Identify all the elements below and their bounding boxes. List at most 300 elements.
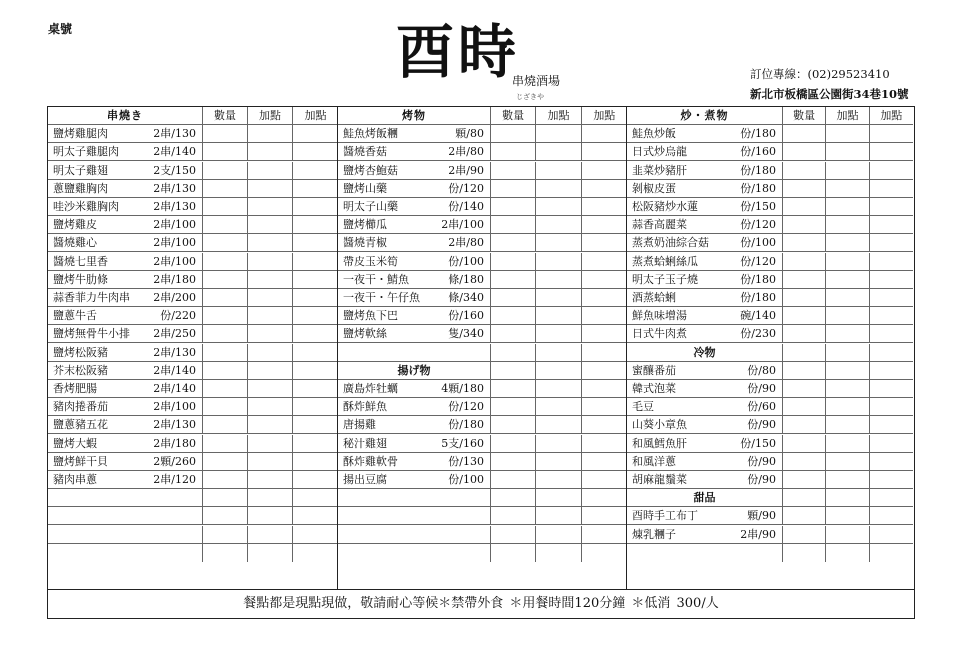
menu-item-row	[48, 344, 337, 362]
menu-item-row	[48, 325, 337, 343]
add2-cell[interactable]	[870, 471, 913, 489]
qty-cell[interactable]	[491, 271, 536, 289]
qty-cell[interactable]	[203, 216, 248, 234]
add2-cell[interactable]	[870, 544, 913, 562]
menu-item-row	[48, 398, 337, 416]
menu-item	[627, 162, 783, 180]
column-header-qty: 數量	[203, 107, 248, 125]
qty-cell[interactable]	[203, 471, 248, 489]
qty-cell[interactable]	[203, 398, 248, 416]
item-price: 份/120	[448, 400, 484, 414]
item-name: 鹽烤牛肋條	[53, 272, 108, 286]
add1-cell[interactable]	[536, 489, 581, 507]
add1-cell[interactable]	[248, 216, 293, 234]
qty-cell[interactable]	[783, 325, 826, 343]
column-header-add2: 加點	[593, 109, 616, 122]
add2-cell[interactable]	[293, 307, 338, 325]
add2-cell[interactable]	[582, 544, 627, 562]
add2-cell[interactable]	[870, 180, 913, 198]
add1-cell[interactable]	[248, 307, 293, 325]
item-name: 醬燒香菇	[343, 145, 387, 159]
qty-cell[interactable]	[783, 471, 826, 489]
add2-cell[interactable]	[293, 216, 338, 234]
add2-cell[interactable]	[582, 380, 627, 398]
item-price: 2串/120	[153, 473, 196, 486]
add1-cell[interactable]	[826, 125, 869, 143]
add2-cell[interactable]	[293, 162, 338, 180]
qty-cell[interactable]	[491, 489, 536, 507]
add1-cell[interactable]	[248, 544, 293, 562]
add2-cell[interactable]	[293, 507, 338, 525]
add2-cell[interactable]	[582, 234, 627, 252]
menu-item-row	[48, 271, 337, 289]
add2-cell[interactable]	[870, 526, 913, 544]
item-price: 2支/150	[153, 163, 196, 177]
add2-cell[interactable]	[293, 198, 338, 216]
add1-cell[interactable]	[826, 234, 869, 252]
menu-item	[338, 253, 491, 271]
qty-cell[interactable]	[783, 234, 826, 252]
item-price: 2串/200	[153, 291, 196, 304]
add1-cell[interactable]	[536, 307, 581, 325]
menu-item	[627, 271, 783, 289]
add1-cell[interactable]	[536, 198, 581, 216]
add2-cell[interactable]	[582, 162, 627, 180]
add1-cell[interactable]	[826, 216, 869, 234]
add2-cell[interactable]	[293, 234, 338, 252]
add1-cell[interactable]	[248, 398, 293, 416]
add1-cell[interactable]	[248, 143, 293, 161]
item-name: 明太子雞翅	[53, 163, 108, 177]
add2-cell[interactable]	[582, 143, 627, 161]
qty-cell[interactable]	[491, 416, 536, 434]
add1-cell[interactable]	[248, 271, 293, 289]
qty-cell[interactable]	[203, 416, 248, 434]
table-number-label: 桌號	[48, 22, 73, 36]
add1-cell[interactable]	[826, 380, 869, 398]
add2-cell[interactable]	[293, 253, 338, 271]
menu-item-row	[338, 271, 626, 289]
add2-cell[interactable]	[870, 253, 913, 271]
item-name: 鹽烤魚下巴	[343, 309, 398, 323]
add2-cell[interactable]	[293, 526, 338, 544]
qty-cell[interactable]	[203, 234, 248, 252]
add1-cell[interactable]	[536, 416, 581, 434]
add1-cell[interactable]	[826, 289, 869, 307]
add1-cell[interactable]	[248, 198, 293, 216]
qty-cell[interactable]	[203, 143, 248, 161]
add1-cell[interactable]	[536, 344, 581, 362]
item-price: 份/230	[740, 327, 776, 341]
qty-cell[interactable]	[203, 198, 248, 216]
menu-item	[338, 435, 491, 453]
add1-cell[interactable]	[826, 471, 869, 489]
menu-item-row	[627, 416, 913, 434]
qty-cell[interactable]	[203, 544, 248, 562]
item-name: 秘汁雞翅	[343, 436, 387, 450]
add2-cell[interactable]	[870, 453, 913, 471]
add1-cell[interactable]	[536, 471, 581, 489]
qty-cell[interactable]	[491, 125, 536, 143]
add2-cell[interactable]	[582, 398, 627, 416]
qty-cell[interactable]	[491, 398, 536, 416]
add1-cell[interactable]	[826, 544, 869, 562]
qty-cell[interactable]	[491, 307, 536, 325]
add1-cell[interactable]	[826, 526, 869, 544]
add2-cell[interactable]	[870, 362, 913, 380]
menu-item-row	[48, 471, 337, 489]
menu-item	[627, 234, 783, 252]
menu-item-row	[338, 526, 626, 544]
add1-cell[interactable]	[248, 489, 293, 507]
qty-cell[interactable]	[783, 507, 826, 525]
add2-cell[interactable]	[582, 253, 627, 271]
add2-cell[interactable]	[582, 526, 627, 544]
item-name: 酥炸鮮魚	[343, 400, 387, 414]
qty-cell[interactable]	[203, 180, 248, 198]
qty-cell[interactable]	[203, 526, 248, 544]
qty-cell[interactable]	[203, 453, 248, 471]
add2-cell[interactable]	[870, 325, 913, 343]
item-price: 份/100	[740, 236, 776, 250]
item-price: 條/180	[448, 272, 484, 286]
qty-cell[interactable]	[491, 380, 536, 398]
menu-item-row	[48, 544, 337, 562]
qty-cell[interactable]	[783, 289, 826, 307]
add1-cell[interactable]	[248, 234, 293, 252]
add2-cell[interactable]	[582, 471, 627, 489]
add2-cell[interactable]	[870, 380, 913, 398]
section-header-row	[627, 489, 913, 507]
add2-cell[interactable]	[293, 325, 338, 343]
add2-cell[interactable]	[582, 198, 627, 216]
qty-cell[interactable]	[203, 507, 248, 525]
add1-cell[interactable]	[826, 180, 869, 198]
menu-item	[627, 416, 783, 434]
add2-cell[interactable]	[582, 416, 627, 434]
menu-item	[627, 125, 783, 143]
add1-cell[interactable]	[248, 362, 293, 380]
add1-cell[interactable]	[248, 526, 293, 544]
category-header-row	[48, 107, 337, 125]
add2-cell[interactable]	[582, 307, 627, 325]
add1-cell[interactable]	[536, 507, 581, 525]
add2-cell[interactable]	[293, 289, 338, 307]
qty-cell[interactable]	[491, 325, 536, 343]
add1-cell[interactable]	[248, 180, 293, 198]
item-price: 份/120	[448, 181, 484, 195]
item-name: 鹽烤櫛瓜	[343, 218, 387, 232]
item-name: 酥炸雞軟骨	[343, 454, 398, 468]
add1-cell[interactable]	[248, 416, 293, 434]
add2-cell[interactable]	[293, 544, 338, 562]
qty-cell[interactable]	[491, 234, 536, 252]
add1-cell[interactable]	[826, 362, 869, 380]
menu-item-row	[338, 416, 626, 434]
qty-cell[interactable]	[203, 125, 248, 143]
item-price: 份/160	[740, 145, 776, 159]
qty-cell[interactable]	[783, 143, 826, 161]
add2-cell[interactable]	[293, 453, 338, 471]
add2-cell[interactable]	[870, 307, 913, 325]
add1-cell[interactable]	[536, 162, 581, 180]
menu-item-row	[48, 234, 337, 252]
qty-cell[interactable]	[783, 162, 826, 180]
qty-cell[interactable]	[491, 544, 536, 562]
add2-cell[interactable]	[870, 416, 913, 434]
add1-cell[interactable]	[536, 253, 581, 271]
qty-cell[interactable]	[203, 325, 248, 343]
add2-cell[interactable]	[582, 289, 627, 307]
item-name: 松阪豬炒水蓮	[632, 200, 698, 213]
menu-item	[48, 253, 203, 271]
item-name: 鹽蔥牛舌	[53, 309, 97, 323]
item-price: 2串/140	[153, 145, 196, 159]
reservation-phone: 訂位專線：(02)29523410	[750, 67, 890, 81]
add1-cell[interactable]	[248, 162, 293, 180]
add1-cell[interactable]	[536, 289, 581, 307]
item-price: 份/90	[747, 418, 776, 432]
qty-cell[interactable]	[491, 453, 536, 471]
add2-cell[interactable]	[293, 435, 338, 453]
qty-cell[interactable]	[203, 162, 248, 180]
logo-subtitle: 串燒酒場	[512, 74, 561, 88]
add2-cell[interactable]	[870, 143, 913, 161]
add2-cell[interactable]	[582, 180, 627, 198]
add1-cell[interactable]	[536, 453, 581, 471]
add2-cell[interactable]	[582, 453, 627, 471]
item-price: 份/180	[740, 127, 776, 141]
add2-cell[interactable]	[870, 125, 913, 143]
qty-cell[interactable]	[783, 180, 826, 198]
menu-item-row	[627, 307, 913, 325]
item-name: 煉乳糰子	[632, 527, 676, 541]
add1-cell[interactable]	[826, 253, 869, 271]
qty-cell[interactable]	[491, 180, 536, 198]
column-header-qty: 數量	[491, 107, 536, 125]
qty-cell[interactable]	[203, 489, 248, 507]
menu-item	[48, 526, 203, 544]
qty-cell[interactable]	[491, 198, 536, 216]
add1-cell[interactable]	[826, 198, 869, 216]
qty-cell[interactable]	[783, 526, 826, 544]
column-header-add2: 加點	[304, 109, 327, 122]
add1-cell[interactable]	[248, 380, 293, 398]
add2-cell[interactable]	[293, 471, 338, 489]
menu-item-row	[48, 162, 337, 180]
add1-cell[interactable]	[536, 143, 581, 161]
add1-cell[interactable]	[826, 271, 869, 289]
add1-cell[interactable]	[536, 271, 581, 289]
qty-cell[interactable]	[491, 253, 536, 271]
qty-cell[interactable]	[491, 344, 536, 362]
add1-cell[interactable]	[248, 253, 293, 271]
add2-cell[interactable]	[293, 180, 338, 198]
qty-cell[interactable]	[783, 198, 826, 216]
menu-item-row	[338, 544, 626, 562]
add2-cell[interactable]	[870, 198, 913, 216]
qty-cell[interactable]	[783, 435, 826, 453]
qty-cell[interactable]	[491, 435, 536, 453]
qty-cell[interactable]	[203, 253, 248, 271]
item-name: 醬燒七里香	[53, 254, 108, 268]
qty-cell[interactable]	[783, 380, 826, 398]
item-price: 份/90	[747, 454, 776, 468]
menu-item	[338, 453, 491, 471]
menu-item	[338, 398, 491, 416]
menu-item-row	[338, 489, 626, 507]
qty-cell[interactable]	[783, 271, 826, 289]
qty-cell[interactable]	[491, 289, 536, 307]
menu-item	[627, 453, 783, 471]
add1-cell[interactable]	[248, 125, 293, 143]
qty-cell[interactable]	[491, 216, 536, 234]
item-price: 份/180	[448, 418, 484, 432]
add2-cell[interactable]	[293, 125, 338, 143]
add1-cell[interactable]	[826, 416, 869, 434]
add1-cell[interactable]	[248, 344, 293, 362]
add2-cell[interactable]	[293, 271, 338, 289]
add2-cell[interactable]	[870, 216, 913, 234]
add1-cell[interactable]	[536, 325, 581, 343]
menu-item-row	[48, 489, 337, 507]
qty-cell[interactable]	[783, 398, 826, 416]
qty-cell[interactable]	[491, 526, 536, 544]
qty-cell[interactable]	[783, 307, 826, 325]
menu-item-row	[627, 234, 913, 252]
add2-cell[interactable]	[582, 344, 627, 362]
add1-cell[interactable]	[536, 125, 581, 143]
qty-cell[interactable]	[203, 380, 248, 398]
item-price: 2串/130	[153, 127, 196, 141]
menu-item	[627, 380, 783, 398]
column-header-add2: 加點	[880, 109, 903, 122]
category-title: 炒・煮物	[627, 107, 783, 125]
add1-cell[interactable]	[536, 234, 581, 252]
qty-cell[interactable]	[203, 307, 248, 325]
qty-cell[interactable]	[783, 544, 826, 562]
add1-cell[interactable]	[826, 325, 869, 343]
item-price: 份/150	[740, 436, 776, 450]
qty-cell[interactable]	[783, 253, 826, 271]
qty-cell	[491, 362, 536, 380]
item-price: 份/150	[740, 200, 776, 213]
item-name: 一夜干・午仔魚	[343, 291, 420, 304]
item-price: 2串/100	[153, 400, 196, 414]
menu-item-row	[338, 216, 626, 234]
qty-cell[interactable]	[491, 143, 536, 161]
qty-cell[interactable]	[783, 216, 826, 234]
qty-cell[interactable]	[203, 289, 248, 307]
qty-cell[interactable]	[203, 271, 248, 289]
add2-cell[interactable]	[870, 507, 913, 525]
item-name: 酒蒸蛤蜊	[632, 291, 676, 304]
add1-cell[interactable]	[248, 289, 293, 307]
qty-cell[interactable]	[203, 435, 248, 453]
category-title: 烤物	[338, 107, 491, 125]
add1-cell[interactable]	[536, 216, 581, 234]
add1-cell[interactable]	[826, 307, 869, 325]
qty-cell[interactable]	[491, 507, 536, 525]
add1-cell[interactable]	[248, 471, 293, 489]
add2-cell[interactable]	[582, 435, 627, 453]
add2-cell[interactable]	[582, 507, 627, 525]
qty-cell[interactable]	[783, 416, 826, 434]
item-price: 份/140	[448, 200, 484, 213]
add1-cell[interactable]	[826, 453, 869, 471]
qty-cell[interactable]	[203, 362, 248, 380]
add2-cell[interactable]	[582, 325, 627, 343]
menu-item-row	[48, 125, 337, 143]
qty-cell[interactable]	[783, 362, 826, 380]
add2-cell[interactable]	[293, 362, 338, 380]
menu-item	[627, 307, 783, 325]
add1-cell[interactable]	[536, 380, 581, 398]
menu-item	[48, 325, 203, 343]
add2-cell[interactable]	[870, 435, 913, 453]
add2-cell[interactable]	[293, 143, 338, 161]
add2-cell[interactable]	[293, 489, 338, 507]
add2-cell[interactable]	[870, 162, 913, 180]
add2-cell[interactable]	[293, 344, 338, 362]
menu-item	[48, 453, 203, 471]
add1-cell[interactable]	[826, 435, 869, 453]
add1-cell[interactable]	[826, 398, 869, 416]
item-price: 份/90	[747, 473, 776, 486]
add1-cell[interactable]	[248, 435, 293, 453]
add1-cell[interactable]	[536, 180, 581, 198]
add1-cell[interactable]	[536, 544, 581, 562]
item-name: 蒜香高麗菜	[632, 218, 687, 232]
menu-item	[627, 325, 783, 343]
add2-cell[interactable]	[582, 216, 627, 234]
logo-text: 酉時	[396, 18, 521, 86]
add2-cell[interactable]	[582, 271, 627, 289]
add2-cell[interactable]	[293, 380, 338, 398]
qty-cell[interactable]	[491, 162, 536, 180]
qty-cell[interactable]	[203, 344, 248, 362]
add2-cell[interactable]	[293, 416, 338, 434]
add2-cell[interactable]	[293, 398, 338, 416]
add1-cell[interactable]	[248, 453, 293, 471]
add2-cell[interactable]	[870, 289, 913, 307]
add2-cell[interactable]	[870, 398, 913, 416]
add1-cell[interactable]	[826, 162, 869, 180]
item-name: 和風鱈魚肝	[632, 436, 687, 450]
qty-cell[interactable]	[783, 453, 826, 471]
add1-cell[interactable]	[536, 398, 581, 416]
qty-cell[interactable]	[491, 471, 536, 489]
menu-item-row	[627, 362, 913, 380]
add1-cell[interactable]	[826, 143, 869, 161]
menu-item	[48, 180, 203, 198]
add1-cell[interactable]	[248, 325, 293, 343]
add2-cell[interactable]	[582, 489, 627, 507]
add2-cell[interactable]	[870, 234, 913, 252]
add2-cell[interactable]	[582, 125, 627, 143]
menu-item	[338, 180, 491, 198]
add1-cell[interactable]	[826, 507, 869, 525]
menu-item-row	[338, 198, 626, 216]
add1-cell[interactable]	[536, 526, 581, 544]
add1-cell[interactable]	[536, 435, 581, 453]
add1-cell[interactable]	[248, 507, 293, 525]
item-name: 鹽蔥豬五花	[53, 418, 108, 432]
qty-cell[interactable]	[783, 125, 826, 143]
item-price: 份/120	[740, 254, 776, 268]
add2-cell[interactable]	[870, 271, 913, 289]
menu-item-row	[338, 435, 626, 453]
